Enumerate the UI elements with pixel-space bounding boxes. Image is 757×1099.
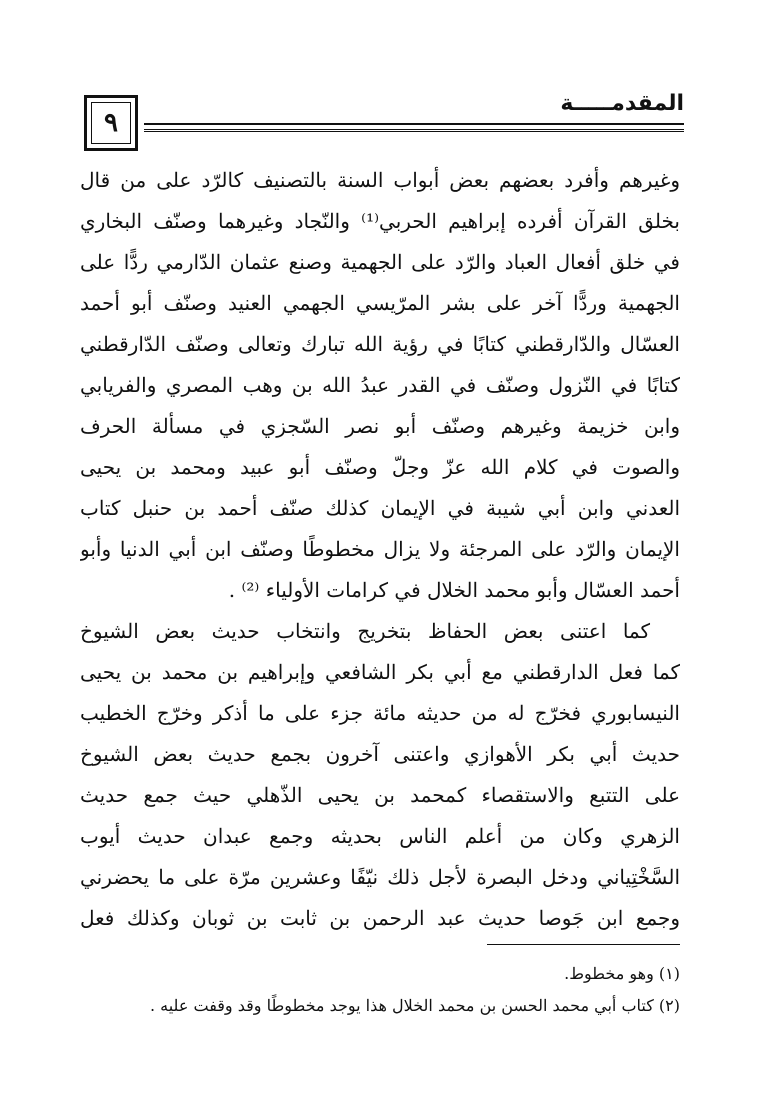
- text-line: أحمد العسّال وأبو محمد الخلال في كرامات الأولياء ⁽²⁾ .: [228, 578, 680, 602]
- text-line: الإيمان والرّد على المرجئة ولا يزال مخطوطًا وصنّف ابن أبي الدنيا وأبو: [80, 537, 680, 561]
- header-rule: [144, 123, 684, 130]
- text-line: كما اعتنى بعض الحفاظ بتخريج وانتخاب حديث بعض الشيوخ: [80, 619, 650, 643]
- text-line: بخلق القرآن أفرده إبراهيم الحربي⁽¹⁾ والنّجاد وغيرهما وصنّف البخاري: [80, 209, 680, 233]
- page-number: ٩: [104, 108, 118, 138]
- text-line: الجهمية وردًّا آخر على بشر المرّيسي الجهمي العنيد وصنّف أبو أحمد: [80, 291, 680, 315]
- text-line: وجمع ابن جَوصا حديث عبد الرحمن بن ثابت بن ثوبان وكذلك فعل: [80, 906, 680, 930]
- header-title: المقدمـــــة: [560, 91, 684, 116]
- text-line: حديث أبي بكر الأهوازي واعتنى آخرون بجمع حديث بعض الشيوخ: [80, 742, 680, 766]
- footnotes: [80, 958, 680, 1022]
- header-rule-thin: [144, 131, 684, 132]
- paragraph-2: [80, 611, 680, 939]
- text-line: كتابًا في النّزول وصنّف في القدر عبدُ الله بن وهب المصري والفريابي: [80, 373, 680, 397]
- text-line: الزهري وكان من أعلم الناس بحديثه وجمع عبدان حديث أيوب: [80, 824, 680, 848]
- page-header: [84, 91, 684, 155]
- text-line: على التتبع والاستقصاء كمحمد بن يحيى الذّهلي حيث جمع حديث: [80, 783, 680, 807]
- text-line: العسّال والدّارقطني كتابًا في رؤية الله تبارك وتعالى وصنّف الدّارقطني: [80, 332, 680, 356]
- text-line: كما فعل الدارقطني مع أبي بكر الشافعي وإبراهيم بن محمد بن يحيى: [80, 660, 680, 684]
- text-line: وابن خزيمة وغيرهم وصنّف أبو نصر السّجزي في مسألة الحرف: [80, 414, 680, 438]
- text-line: النيسابوري فخرّج له من حديثه مائة جزء على ما أذكر وخرّج الخطيب: [80, 701, 680, 725]
- text-line: وغيرهم وأفرد بعضهم بعض أبواب السنة بالتصنيف كالرّد على من قال: [80, 168, 680, 192]
- text-line: في خلق أفعال العباد والرّد على الجهمية وصنع عثمان الدّارمي ردًّا على: [80, 250, 680, 274]
- footnote-2: (٢) كتاب أبي محمد الحسن بن محمد الخلال هذا يوجد مخطوطًا وقد وقفت عليه .: [149, 996, 680, 1015]
- paragraph-1: [80, 160, 680, 611]
- footnote-1: (١) وهو مخطوط.: [564, 964, 680, 983]
- text-line: العدني وابن أبي شيبة في الإيمان كذلك صنّف أحمد بن حنبل كتاب: [80, 496, 680, 520]
- page-number-box: [84, 95, 138, 151]
- footnote-separator: [487, 944, 680, 945]
- text-line: السَّخْتِياني ودخل البصرة لأجل ذلك نيّفًا وعشرين مرّة على ما يحضرني: [80, 865, 680, 889]
- text-line: والصوت في كلام الله عزّ وجلّ وصنّف أبو عبيد ومحمد بن يحيى: [80, 455, 680, 479]
- body-text: [80, 160, 680, 939]
